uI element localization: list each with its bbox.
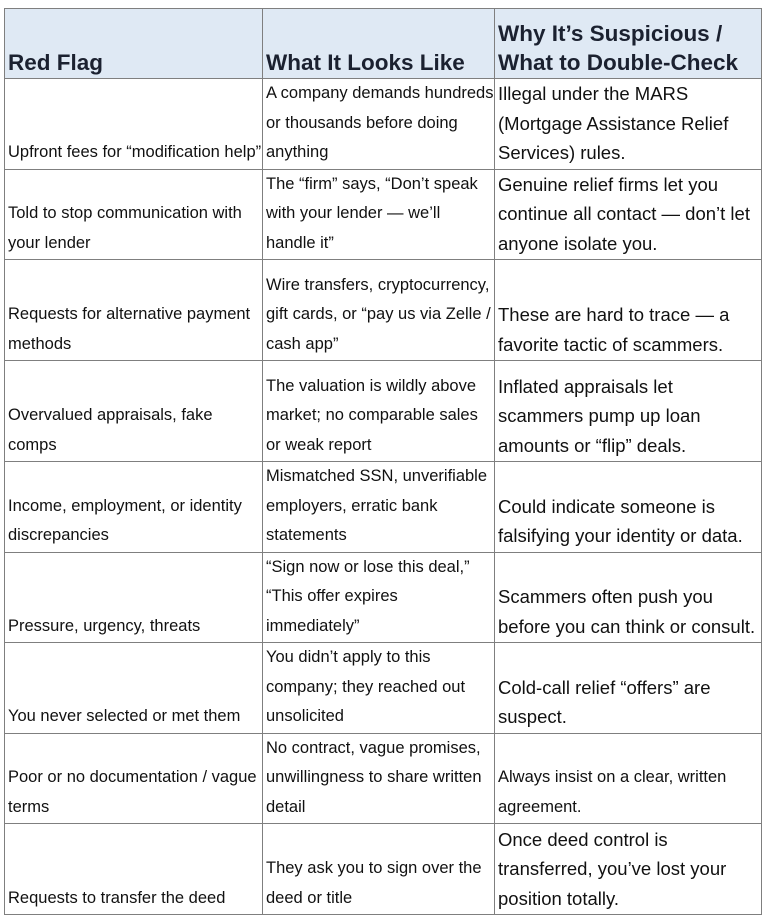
red-flag-cell: Pressure, urgency, threats [5,552,263,643]
looks-like-cell: Mismatched SSN, unverifiable employers, erratic bank statements [263,462,495,553]
looks-like-cell: The “firm” says, “Don’t speak with your lender — we’ll handle it” [263,169,495,260]
looks-like-cell: A company demands hundreds or thousands before doing anything [263,79,495,170]
why-suspicious-cell: Always insist on a clear, written agreement. [495,733,762,824]
looks-like-cell: No contract, vague promises, unwillingness to share written detail [263,733,495,824]
red-flag-cell: Income, employment, or identity discrepancies [5,462,263,553]
table-row [5,361,762,462]
looks-like-cell: The valuation is wildly above market; no comparable sales or weak report [263,361,495,462]
why-suspicious-cell: These are hard to trace — a favorite tactic of scammers. [495,260,762,361]
why-suspicious-cell: Could indicate someone is falsifying your identity or data. [495,462,762,553]
header-what-it-looks-like: What It Looks Like [263,9,495,79]
why-suspicious-cell: Once deed control is transferred, you’ve lost your position totally. [495,824,762,915]
table-row [5,260,762,361]
red-flag-cell: Overvalued appraisals, fake comps [5,361,263,462]
header-row [5,9,762,79]
why-suspicious-cell: Cold-call relief “offers” are suspect. [495,643,762,734]
header-why-suspicious: Why It’s Suspicious / What to Double-Check [495,9,762,79]
looks-like-cell: Wire transfers, cryptocurrency, gift cards, or “pay us via Zelle / cash app” [263,260,495,361]
why-suspicious-cell: Illegal under the MARS (Mortgage Assistance Relief Services) rules. [495,79,762,170]
table-row [5,169,762,260]
table-row [5,824,762,915]
why-suspicious-cell: Scammers often push you before you can think or consult. [495,552,762,643]
header-red-flag: Red Flag [5,9,263,79]
table-row [5,643,762,734]
red-flags-table [4,8,762,915]
table-row [5,462,762,553]
why-suspicious-cell: Genuine relief firms let you continue all contact — don’t let anyone isolate you. [495,169,762,260]
red-flag-cell: You never selected or met them [5,643,263,734]
table-row [5,733,762,824]
red-flag-cell: Told to stop communication with your lender [5,169,263,260]
looks-like-cell: “Sign now or lose this deal,” “This offer expires immediately” [263,552,495,643]
red-flag-cell: Requests for alternative payment methods [5,260,263,361]
why-suspicious-cell: Inflated appraisals let scammers pump up loan amounts or “flip” deals. [495,361,762,462]
looks-like-cell: They ask you to sign over the deed or title [263,824,495,915]
red-flag-cell: Poor or no documentation / vague terms [5,733,263,824]
table-row [5,79,762,170]
red-flag-cell: Upfront fees for “modification help” [5,79,263,170]
looks-like-cell: You didn’t apply to this company; they reached out unsolicited [263,643,495,734]
table-row [5,552,762,643]
red-flag-cell: Requests to transfer the deed [5,824,263,915]
